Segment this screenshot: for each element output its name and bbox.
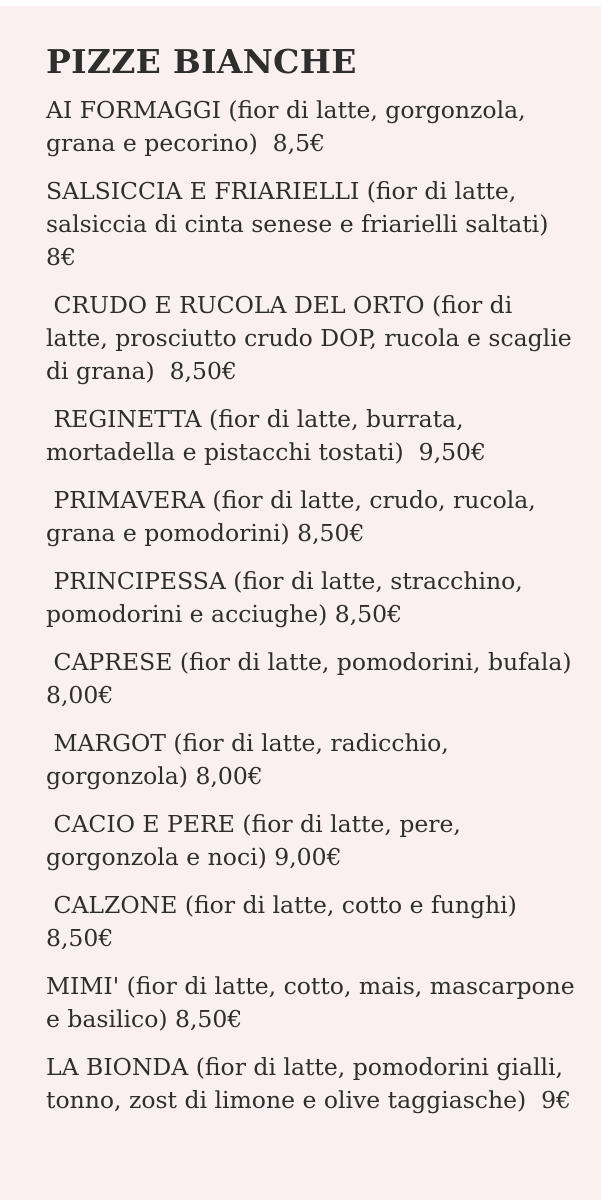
menu-item: PRINCIPESSA (fior di latte, stracchino, pomodorini e acciughe) 8,50€ bbox=[46, 567, 531, 628]
menu-item: MARGOT (fior di latte, radicchio, gorgonzola) 8,00€ bbox=[46, 729, 457, 790]
menu-item: CRUDO E RUCOLA DEL ORTO (fior di latte, prosciutto crudo DOP, rucola e scaglie di grana) 8,50€ bbox=[46, 291, 580, 385]
menu-item: REGINETTA (fior di latte, burrata, mortadella e pistacchi tostati) 9,50€ bbox=[46, 405, 486, 466]
menu-list bbox=[46, 94, 581, 1117]
menu-item: CAPRESE (fior di latte, pomodorini, bufala) 8,00€ bbox=[46, 648, 580, 709]
menu-item: AI FORMAGGI (fior di latte, gorgonzola, grana e pecorino) 8,5€ bbox=[46, 96, 534, 157]
menu-item: MIMI' (fior di latte, cotto, mais, mascarpone e basilico) 8,50€ bbox=[46, 972, 583, 1033]
menu-card bbox=[0, 6, 601, 1200]
menu-item: LA BIONDA (fior di latte, pomodorini gialli, tonno, zost di limone e olive taggiasche) 9€ bbox=[46, 1053, 572, 1114]
menu-title: PIZZE BIANCHE bbox=[46, 42, 357, 81]
menu-item: CACIO E PERE (fior di latte, pere, gorgonzola e noci) 9,00€ bbox=[46, 810, 469, 871]
menu-item: SALSICCIA E FRIARIELLI (fior di latte, salsiccia di cinta senese e friarielli saltati) 8€ bbox=[46, 177, 564, 271]
menu-item: CALZONE (fior di latte, cotto e funghi) 8,50€ bbox=[46, 891, 525, 952]
menu-item: PRIMAVERA (fior di latte, crudo, rucola, grana e pomodorini) 8,50€ bbox=[46, 486, 544, 547]
